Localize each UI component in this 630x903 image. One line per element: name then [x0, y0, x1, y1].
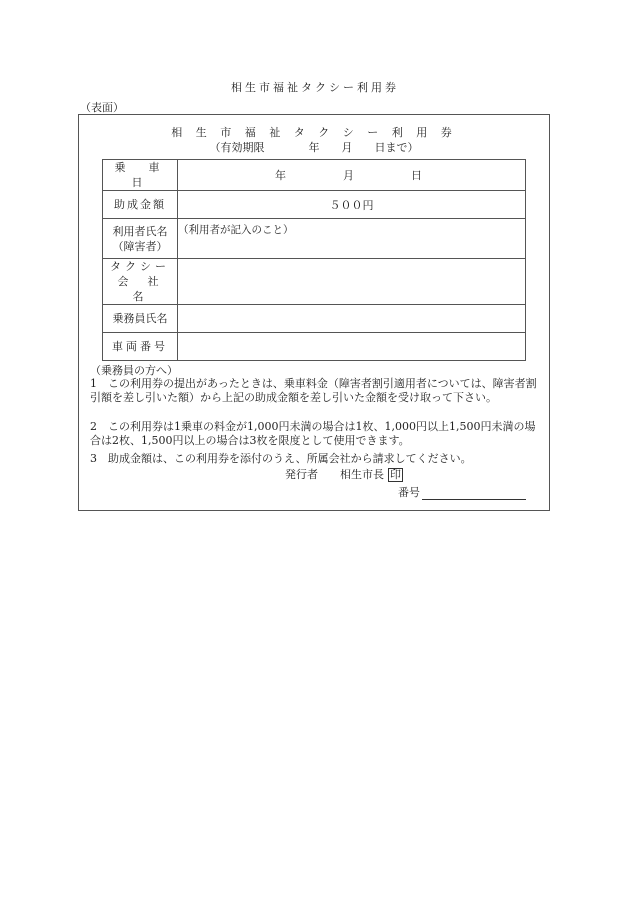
vehicle-number-field[interactable] [178, 333, 526, 361]
user-name-field[interactable]: （利用者が記入のこと） [178, 219, 526, 259]
subsidy-amount-label: 助成金額 [103, 191, 178, 219]
instructions-heading: （乗務員の方へ） [90, 364, 178, 377]
instruction-item: 3 助成金額は、この利用券を添付のうえ、所属会社から請求してください。 [90, 452, 472, 465]
ride-date-field[interactable]: 年 月 日 [178, 160, 526, 191]
number-field[interactable] [422, 488, 526, 500]
coupon-info-table [102, 159, 526, 361]
serial-number [398, 484, 526, 500]
driver-name-label: 乗務員氏名 [103, 305, 178, 333]
taxi-company-label [103, 259, 178, 305]
instruction-item: 2 この利用券は1乗車の料金が1,000円未満の場合は1枚、1,000円以上1,500円未満の場合は2枚、1,500円以上の場合は3枚を限度として使用できます。 [90, 420, 536, 447]
table-row [103, 259, 526, 305]
ride-date-label: 乗 車 日 [103, 160, 178, 191]
table-row [103, 333, 526, 361]
table-row [103, 160, 526, 191]
subsidy-amount-value: ５００円 [178, 191, 526, 219]
taxi-company-label-line1: タクシー [110, 260, 170, 273]
table-row [103, 305, 526, 333]
coupon-card [78, 114, 550, 511]
seal-mark: 印 [390, 468, 401, 481]
driver-name-field[interactable] [178, 305, 526, 333]
issuer-name: 発行者 相生市長 [285, 468, 384, 481]
user-name-label-line2: （障害者） [112, 239, 168, 253]
user-name-label-line1: 利用者氏名 [112, 224, 168, 238]
user-name-label [103, 219, 178, 259]
table-row [103, 191, 526, 219]
instruction-item: 1 この利用券の提出があったときは、乗車料金（障害者割引適用者については、障害者割引額を差し引いた額）から上記の助成金額を差し引いた金額を受け取って下さい。 [90, 377, 537, 404]
issuer-line [285, 466, 403, 482]
table-row [103, 219, 526, 259]
coupon-title: 相 生 市 福 祉 タ ク シ ー 利 用 券 [171, 126, 457, 139]
document-title: 相生市福祉タクシー利用券 [231, 81, 399, 94]
validity-period: （有効期限 年 月 日まで） [209, 141, 419, 154]
taxi-company-field[interactable] [178, 259, 526, 305]
vehicle-number-label: 車両番号 [103, 333, 178, 361]
taxi-company-label-line2: 会 社 名 [117, 275, 178, 303]
face-label: （表面） [80, 101, 124, 114]
number-label: 番号 [398, 486, 420, 499]
